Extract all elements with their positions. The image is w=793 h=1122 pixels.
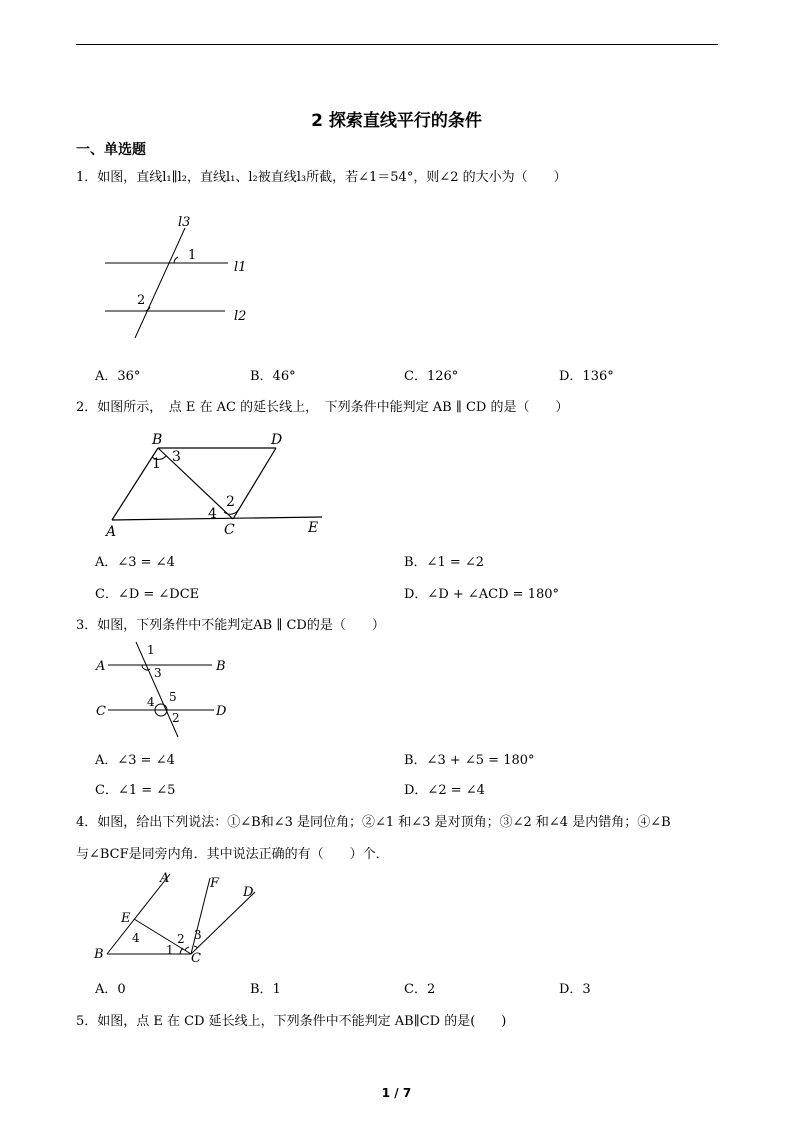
question-1-option-d[interactable]: D．136°	[559, 369, 614, 384]
label-angle-1: 1	[188, 248, 197, 263]
question-2-option-a[interactable]: A．∠3 = ∠4	[95, 555, 175, 570]
label-C: C	[191, 951, 201, 966]
question-1-option-c[interactable]: C．126°	[404, 369, 459, 384]
label-B: B	[94, 947, 104, 962]
question-2-stem: 2．如图所示， 点 E 在 AC 的延长线上， 下列条件中能判定 AB ∥ CD 的是（ ）	[76, 400, 569, 415]
question-4-stem-line2: 与∠BCF是同旁内角．其中说法正确的有（ ）个．	[76, 847, 389, 862]
question-4-option-a[interactable]: A．0	[95, 982, 126, 997]
question-4-option-d[interactable]: D．3	[559, 982, 591, 997]
question-4-option-b[interactable]: B．1	[250, 982, 281, 997]
label-angle-2: 2	[137, 293, 146, 308]
section-heading: 一、单选题	[76, 142, 146, 158]
question-4-figure	[90, 870, 265, 970]
question-2-option-d[interactable]: D．∠D + ∠ACD = 180°	[404, 587, 560, 602]
label-F: F	[210, 876, 220, 891]
label-angle-1: 1	[147, 643, 155, 657]
label-angle-2: 2	[226, 494, 235, 510]
label-D: D	[243, 885, 254, 900]
header-rule	[76, 44, 718, 45]
label-C: C	[224, 522, 235, 538]
label-angle-5: 5	[169, 690, 177, 704]
question-3-option-b[interactable]: B．∠3 + ∠5 = 180°	[404, 753, 535, 768]
label-D: D	[271, 432, 283, 448]
label-l1: l1	[234, 260, 247, 275]
question-1-stem: 1．如图，直线l₁∥l₂，直线l₁、l₂被直线l₃所截，若∠1＝54°，则∠2 的大小为（ ）	[76, 170, 567, 185]
question-1-figure	[100, 208, 260, 348]
label-C: C	[96, 704, 106, 719]
question-3-stem: 3．如图，下列条件中不能判定AB ∥ CD的是（ ）	[76, 618, 385, 633]
label-A: A	[106, 524, 117, 540]
question-2-option-b[interactable]: B．∠1 = ∠2	[404, 555, 485, 570]
question-3-figure	[92, 640, 242, 740]
label-A: A	[96, 659, 106, 674]
label-l2: l2	[234, 309, 247, 324]
label-E: E	[121, 911, 131, 926]
question-3-option-a[interactable]: A．∠3 = ∠4	[95, 753, 175, 768]
label-angle-1: 1	[152, 456, 161, 472]
question-1-option-b[interactable]: B．46°	[250, 369, 296, 384]
question-4-option-c[interactable]: C．2	[404, 982, 436, 997]
label-angle-4: 4	[208, 506, 217, 522]
question-3-option-d[interactable]: D．∠2 = ∠4	[404, 783, 485, 798]
page-title: 2 探索直线平行的条件	[311, 111, 482, 131]
question-3-option-c[interactable]: C．∠1 = ∠5	[95, 783, 176, 798]
question-4-stem-line1: 4．如图，给出下列说法：①∠B和∠3 是同位角；②∠1 和∠3 是对顶角；③∠2 和∠4 是内错角；④∠B	[76, 815, 671, 830]
label-angle-2: 2	[177, 932, 185, 946]
label-angle-4: 4	[147, 695, 155, 709]
label-B: B	[216, 659, 226, 674]
label-E: E	[308, 520, 319, 536]
question-1-option-a[interactable]: A．36°	[95, 369, 141, 384]
label-angle-4: 4	[132, 931, 140, 945]
question-2-option-c[interactable]: C．∠D = ∠DCE	[95, 587, 200, 602]
question-5-stem: 5．如图，点 E 在 CD 延长线上，下列条件中不能判定 AB∥CD 的是( )	[76, 1014, 507, 1029]
label-angle-3: 3	[154, 666, 162, 680]
label-angle-2: 2	[172, 711, 180, 725]
page-number: 1 / 7	[381, 1086, 412, 1100]
label-D: D	[216, 704, 227, 719]
label-l3: l3	[178, 215, 191, 230]
label-angle-3: 3	[172, 449, 181, 465]
label-B: B	[152, 432, 163, 448]
label-A: A	[160, 871, 170, 886]
question-2-figure	[100, 426, 335, 541]
label-angle-1: 1	[166, 943, 174, 957]
label-angle-3: 3	[194, 928, 202, 942]
